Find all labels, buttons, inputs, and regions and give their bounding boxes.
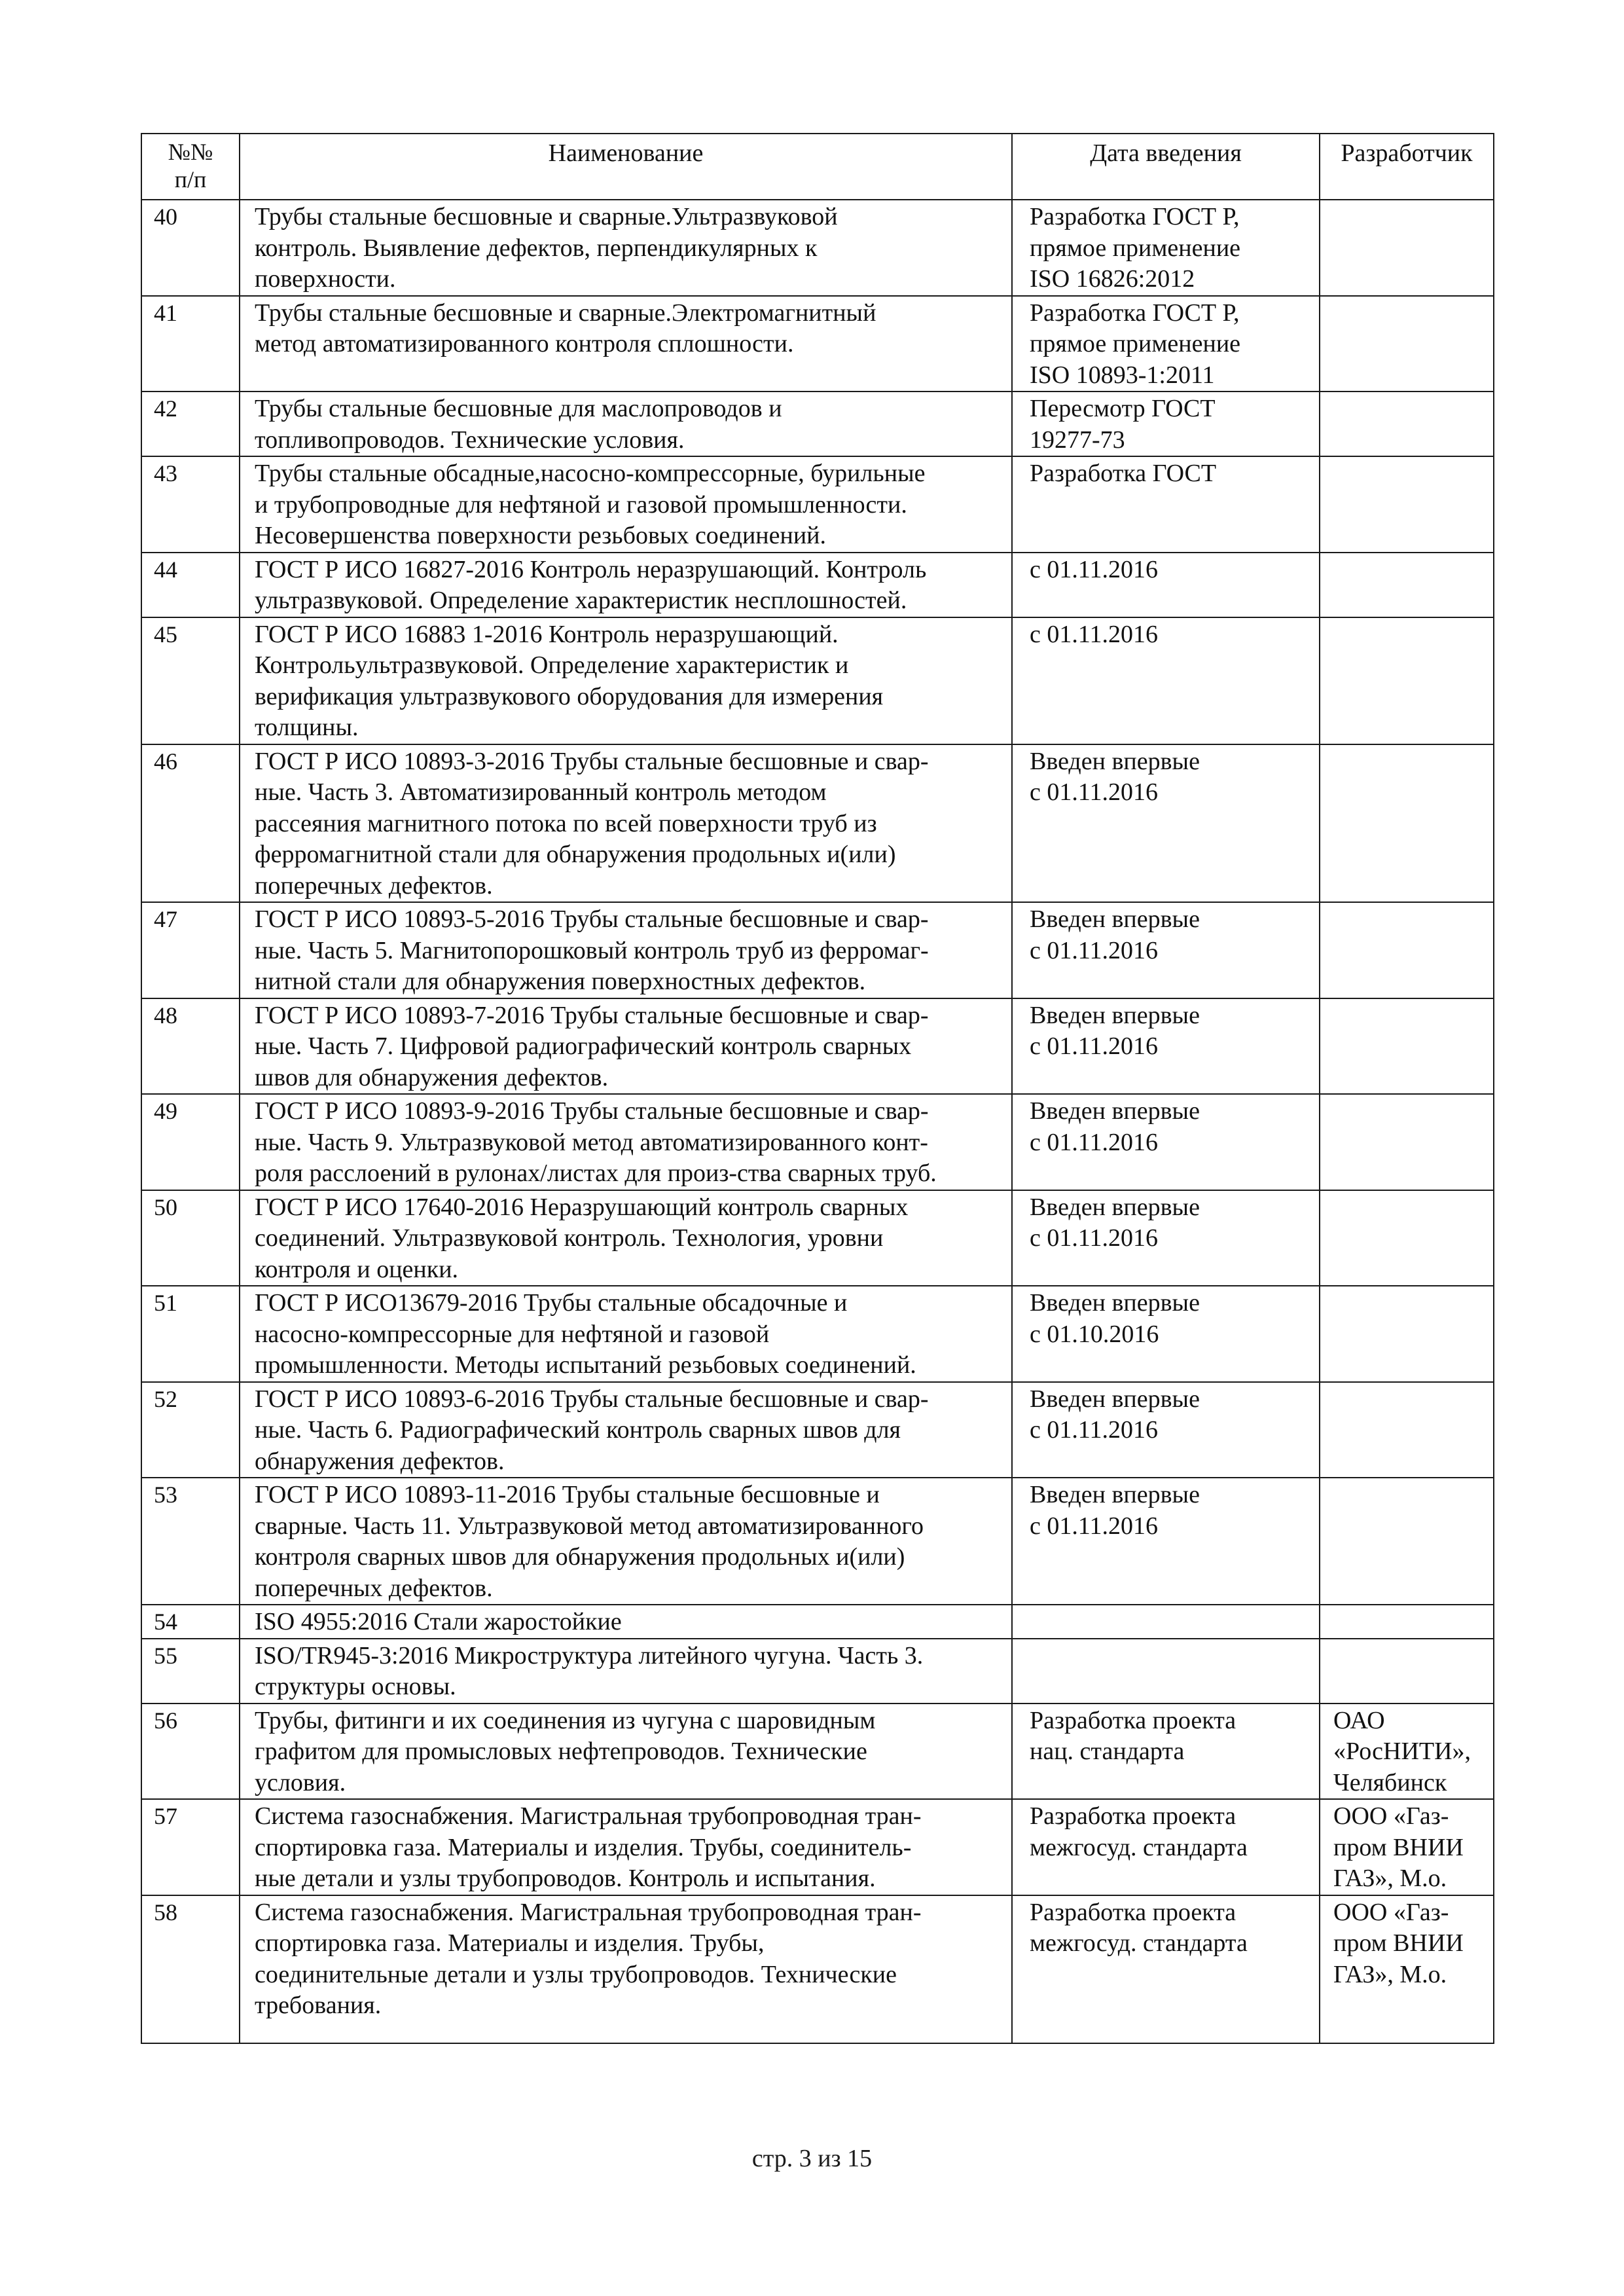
row-developer <box>1320 744 1494 903</box>
header-number <box>141 134 240 200</box>
row-name-text: ISO/TR945-3:2016 Микроструктура литейного чугуна. Часть 3. структуры основы. <box>255 1641 924 1700</box>
row-developer <box>1320 617 1494 744</box>
row-date <box>1012 200 1320 296</box>
row-developer <box>1320 1799 1494 1895</box>
header-row <box>141 134 1494 200</box>
row-date <box>1012 1478 1320 1605</box>
row-name-text: ГОСТ Р ИСО 10893-6-2016 Трубы стальные бесшовные и свар- ные. Часть 6. Радиографический контроль сварных швов для обнаружения дефектов. <box>255 1385 929 1475</box>
row-date-text: Разработка проекта нац. стандарта <box>1030 1706 1236 1765</box>
header-number-label: №№ п/п <box>168 139 213 192</box>
row-number-text: 47 <box>154 906 177 932</box>
row-name-text: ГОСТ Р ИСО 16883 1-2016 Контроль неразрушающий. Контрольультразвуковой. Определение характеристик и верификация ультразвукового оборудования для измерения толщины. <box>255 620 884 741</box>
row-date-text: Введен впервые с 01.11.2016 <box>1030 1385 1200 1444</box>
row-number <box>141 1639 240 1704</box>
row-name <box>240 456 1012 553</box>
row-date-text: Введен впервые с 01.10.2016 <box>1030 1289 1200 1348</box>
row-name <box>240 1382 1012 1478</box>
row-developer <box>1320 1704 1494 1800</box>
table-row <box>141 200 1494 296</box>
table-row <box>141 902 1494 998</box>
row-name <box>240 1704 1012 1800</box>
row-number-text: 41 <box>154 299 177 326</box>
row-name <box>240 744 1012 903</box>
row-number-text: 45 <box>154 621 177 647</box>
row-date <box>1012 1799 1320 1895</box>
row-number-text: 48 <box>154 1002 177 1029</box>
row-date <box>1012 902 1320 998</box>
row-date-text: Введен впервые с 01.11.2016 <box>1030 905 1200 964</box>
row-developer <box>1320 296 1494 392</box>
row-name <box>240 553 1012 617</box>
row-number <box>141 392 240 456</box>
table-row <box>141 456 1494 553</box>
row-developer-text: ОАО «РосНИТИ», Челябинск <box>1333 1706 1471 1796</box>
row-date-text: Разработка ГОСТ <box>1030 460 1217 487</box>
row-developer <box>1320 902 1494 998</box>
table-row <box>141 1382 1494 1478</box>
row-number <box>141 1286 240 1382</box>
row-number-text: 51 <box>154 1290 177 1316</box>
row-name-text: Трубы стальные бесшовные и сварные.Ультразвуковой контроль. Выявление дефектов, перпендикулярных к поверхности. <box>255 203 838 293</box>
table-row <box>141 1799 1494 1895</box>
row-name-text: ГОСТ Р ИСО 10893-7-2016 Трубы стальные бесшовные и свар- ные. Часть 7. Цифровой радиографический контроль сварных швов для обнаружения дефектов. <box>255 1001 929 1091</box>
row-name-text: ISO 4955:2016 Стали жаростойкие <box>255 1608 622 1635</box>
row-date-text: с 01.11.2016 <box>1030 555 1158 583</box>
row-number <box>141 617 240 744</box>
row-number <box>141 1799 240 1895</box>
row-developer <box>1320 1639 1494 1704</box>
table-row <box>141 1478 1494 1605</box>
row-date-text: Разработка проекта межгосуд. стандарта <box>1030 1802 1248 1861</box>
row-date-text: Пересмотр ГОСТ 19277-73 <box>1030 395 1216 454</box>
table-row <box>141 1286 1494 1382</box>
table-row <box>141 1704 1494 1800</box>
row-number-text: 43 <box>154 460 177 486</box>
row-developer <box>1320 392 1494 456</box>
page-number: стр. 3 из 15 <box>751 2145 873 2172</box>
row-date-text: Введен впервые с 01.11.2016 <box>1030 747 1200 806</box>
table-row <box>141 1094 1494 1190</box>
row-name <box>240 617 1012 744</box>
row-number <box>141 1094 240 1190</box>
row-number-text: 55 <box>154 1642 177 1669</box>
row-developer <box>1320 1094 1494 1190</box>
row-name <box>240 1478 1012 1605</box>
row-number-text: 52 <box>154 1385 177 1412</box>
row-number-text: 56 <box>154 1707 177 1734</box>
row-date <box>1012 617 1320 744</box>
row-number <box>141 200 240 296</box>
row-number <box>141 1478 240 1605</box>
row-date-text: Введен впервые с 01.11.2016 <box>1030 1001 1200 1060</box>
row-date <box>1012 1286 1320 1382</box>
row-name <box>240 296 1012 392</box>
row-name <box>240 998 1012 1095</box>
row-date <box>1012 1190 1320 1286</box>
row-date <box>1012 1639 1320 1704</box>
row-name-text: ГОСТ Р ИСО 10893-11-2016 Трубы стальные бесшовные и сварные. Часть 11. Ультразвуковой метод автоматизированного контроля сварных швов для обнаружения продольных и(или) поперечных дефектов. <box>255 1481 924 1602</box>
row-name-text: Трубы, фитинги и их соединения из чугуна с шаровидным графитом для промысловых нефтепроводов. Технические условия. <box>255 1706 876 1796</box>
row-number-text: 57 <box>154 1803 177 1829</box>
row-name <box>240 1286 1012 1382</box>
row-name-text: ГОСТ Р ИСО 17640-2016 Неразрушающий контроль сварных соединений. Ультразвуковой контроль. Технология, уровни контроля и оценки. <box>255 1193 909 1283</box>
row-number <box>141 1704 240 1800</box>
row-developer <box>1320 200 1494 296</box>
table-body <box>141 200 1494 2043</box>
table-row <box>141 1605 1494 1639</box>
row-number-text: 54 <box>154 1609 177 1635</box>
row-date <box>1012 1382 1320 1478</box>
table-row <box>141 744 1494 903</box>
table-header <box>141 134 1494 200</box>
row-number-text: 44 <box>154 556 177 583</box>
row-number <box>141 1895 240 2043</box>
header-date <box>1012 134 1320 200</box>
row-date-text: с 01.11.2016 <box>1030 620 1158 648</box>
row-name <box>240 392 1012 456</box>
row-number-text: 42 <box>154 395 177 422</box>
row-name <box>240 1639 1012 1704</box>
table-row <box>141 1190 1494 1286</box>
row-name-text: Трубы стальные бесшовные и сварные.Электромагнитный метод автоматизированного контроля сплошности. <box>255 299 876 357</box>
row-number <box>141 456 240 553</box>
row-name <box>240 1190 1012 1286</box>
row-developer <box>1320 456 1494 553</box>
row-number <box>141 998 240 1095</box>
row-date-text: Разработка ГОСТ Р, прямое применение ISO 10893-1:2011 <box>1030 299 1241 389</box>
row-date <box>1012 296 1320 392</box>
row-name <box>240 1094 1012 1190</box>
row-number <box>141 296 240 392</box>
row-developer <box>1320 1382 1494 1478</box>
row-date-text: Разработка проекта межгосуд. стандарта <box>1030 1898 1248 1957</box>
row-name-text: Трубы стальные обсадные,насосно-компрессорные, бурильные и трубопроводные для нефтяной и газовой промышленности. Несовершенства поверхности резьбовых соединений. <box>255 460 926 549</box>
table-row <box>141 998 1494 1095</box>
row-number-text: 58 <box>154 1899 177 1925</box>
row-name <box>240 902 1012 998</box>
row-name-text: Система газоснабжения. Магистральная трубопроводная тран- спортировка газа. Материалы и изделия. Трубы, соединитель- ные детали и узлы трубопроводов. Контроль и испытания. <box>255 1802 922 1892</box>
row-number <box>141 1605 240 1639</box>
row-developer <box>1320 1895 1494 2043</box>
row-developer <box>1320 1478 1494 1605</box>
row-developer <box>1320 1190 1494 1286</box>
row-number-text: 53 <box>154 1482 177 1508</box>
row-date <box>1012 998 1320 1095</box>
row-date <box>1012 392 1320 456</box>
row-date-text: Введен впервые с 01.11.2016 <box>1030 1481 1200 1540</box>
header-date-label: Дата введения <box>1090 139 1242 167</box>
table-row <box>141 392 1494 456</box>
row-date-text: Разработка ГОСТ Р, прямое применение ISO 16826:2012 <box>1030 203 1241 293</box>
row-date-text: Введен впервые с 01.11.2016 <box>1030 1193 1200 1252</box>
row-developer <box>1320 1286 1494 1382</box>
header-developer-label: Разработчик <box>1341 139 1473 167</box>
row-number-text: 49 <box>154 1098 177 1124</box>
row-date-text: Введен впервые с 01.11.2016 <box>1030 1097 1200 1156</box>
row-date <box>1012 1605 1320 1639</box>
row-name-text: ГОСТ Р ИСО 10893-5-2016 Трубы стальные бесшовные и свар- ные. Часть 5. Магнитопорошковый контроль труб из ферромаг- нитной стали для обнаружения поверхностных дефектов. <box>255 905 929 995</box>
table-row <box>141 617 1494 744</box>
header-name <box>240 134 1012 200</box>
row-name-text: ГОСТ Р ИСО 16827-2016 Контроль неразрушающий. Контроль ультразвуковой. Определение характеристик несплошностей. <box>255 555 927 614</box>
header-developer <box>1320 134 1494 200</box>
row-developer <box>1320 553 1494 617</box>
row-name-text: ГОСТ Р ИСО 10893-9-2016 Трубы стальные бесшовные и свар- ные. Часть 9. Ультразвуковой метод автоматизированного конт- роля расслоений в рулонах/листах для произ-ства сварных труб. <box>255 1097 937 1187</box>
row-name-text: Система газоснабжения. Магистральная трубопроводная тран- спортировка газа. Материалы и изделия. Трубы, соединительные детали и узлы трубопроводов. Технические требования. <box>255 1898 922 2019</box>
row-number <box>141 553 240 617</box>
table-row <box>141 1639 1494 1704</box>
row-developer <box>1320 998 1494 1095</box>
table-row <box>141 1895 1494 2043</box>
row-number <box>141 744 240 903</box>
row-number-text: 46 <box>154 748 177 774</box>
row-number-text: 40 <box>154 204 177 230</box>
row-date <box>1012 456 1320 553</box>
row-name <box>240 1605 1012 1639</box>
row-name <box>240 1895 1012 2043</box>
table-row <box>141 553 1494 617</box>
standards-table <box>141 133 1494 2044</box>
header-name-label: Наименование <box>548 139 704 167</box>
row-developer-text: ООО «Газ- пром ВНИИ ГАЗ», М.о. <box>1333 1802 1464 1892</box>
row-number <box>141 1190 240 1286</box>
row-number-text: 50 <box>154 1194 177 1220</box>
row-number <box>141 902 240 998</box>
row-date <box>1012 1094 1320 1190</box>
row-name <box>240 200 1012 296</box>
row-date <box>1012 1704 1320 1800</box>
row-date <box>1012 553 1320 617</box>
table-row <box>141 296 1494 392</box>
row-developer-text: ООО «Газ- пром ВНИИ ГАЗ», М.о. <box>1333 1898 1464 1988</box>
row-number <box>141 1382 240 1478</box>
row-name-text: Трубы стальные бесшовные для маслопроводов и топливопроводов. Технические условия. <box>255 395 782 454</box>
row-name <box>240 1799 1012 1895</box>
row-name-text: ГОСТ Р ИСО13679-2016 Трубы стальные обсадочные и насосно-компрессорные для нефтяной и газовой промышленности. Методы испытаний резьбовых соединений. <box>255 1289 916 1379</box>
row-date <box>1012 744 1320 903</box>
row-developer <box>1320 1605 1494 1639</box>
row-date <box>1012 1895 1320 2043</box>
row-name-text: ГОСТ Р ИСО 10893-3-2016 Трубы стальные бесшовные и свар- ные. Часть 3. Автоматизированный контроль методом рассеяния магнитного потока по всей поверхности труб из ферромагнитной стали для обнаружения продольных и(или) поперечных дефектов. <box>255 747 929 900</box>
